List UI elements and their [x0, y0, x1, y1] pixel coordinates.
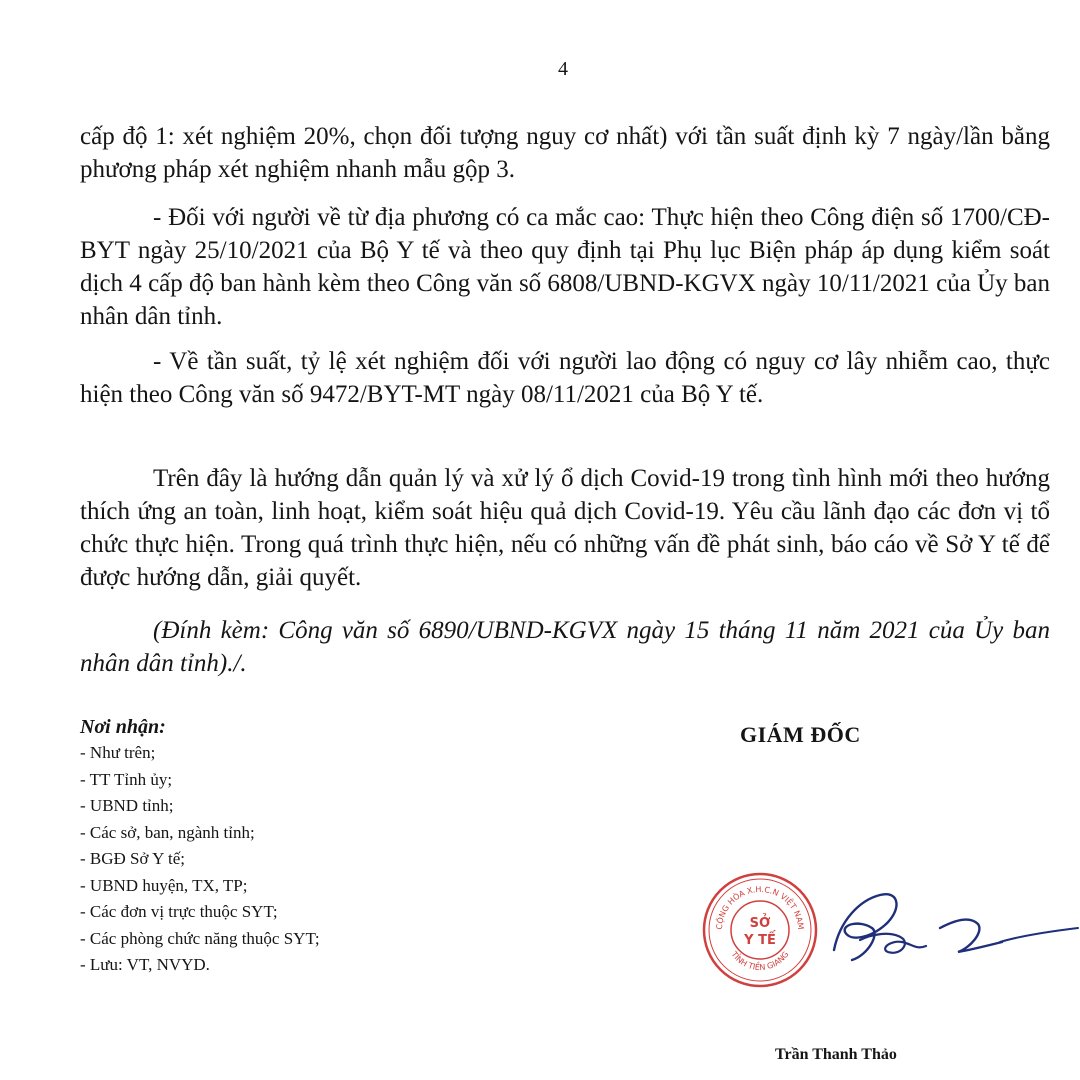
- paragraph-testing-frequency: [80, 120, 1050, 186]
- page-number: 4: [558, 58, 568, 80]
- recipient-item: - Các đơn vị trực thuộc SYT;: [80, 902, 278, 921]
- paragraph-text: (Đính kèm: Công văn số 6890/UBND-KGVX ngày 15 tháng 11 năm 2021 của Ủy ban nhân dân tỉnh)./.: [80, 617, 1050, 677]
- official-seal: [700, 870, 820, 990]
- recipient-item: - UBND huyện, TX, TP;: [80, 875, 248, 895]
- signature-stroke: [1000, 928, 1078, 942]
- recipient-item: - Các sở, ban, ngành tỉnh;: [80, 822, 255, 842]
- paragraph-text: - Đối với người về từ địa phương có ca mắc cao: Thực hiện theo Công điện số 1700/CĐ-BYT ngày 25/10/2021 của Bộ Y tế và theo quy định tại Phụ lục Biện pháp áp dụng kiểm soát dịch 4 cấp độ ban hành kèm theo Công văn số 6808/UBND-KGVX ngày 10/11/2021 của Ủy ban nhân dân tỉnh.: [80, 204, 1050, 330]
- seal-ring-bottom-text: TỈNH TIỀN GIANG: [729, 949, 791, 973]
- seal-center-line1: SỞ: [749, 916, 771, 931]
- recipients-list: [80, 740, 320, 979]
- paragraph-closing: [80, 462, 1050, 594]
- recipient-item: - BGĐ Sở Y tế;: [80, 849, 186, 868]
- seal-ring-top-text: CỘNG HÒA X.H.C.N VIỆT NAM: [714, 884, 806, 930]
- paragraph-text: - Về tần suất, tỷ lệ xét nghiệm đối với người lao động có nguy cơ lây nhiễm cao, thực hiện theo Công văn số 9472/BYT-MT ngày 08/11/2021 của Bộ Y tế.: [80, 348, 1050, 408]
- paragraph-workers-testing: [80, 345, 1050, 411]
- recipient-item: - UBND tỉnh;: [80, 796, 174, 815]
- handwritten-signature: [830, 880, 1080, 990]
- paragraph-high-case-areas: [80, 201, 1050, 333]
- recipients-heading: Nơi nhận:: [80, 716, 166, 738]
- recipient-item: - Các phòng chức năng thuộc SYT;: [80, 928, 320, 948]
- seal-center-line2: Y TẾ: [744, 933, 776, 948]
- signature-stroke: [860, 934, 926, 953]
- recipient-item: - Như trên;: [80, 743, 156, 762]
- signature-stroke: [940, 920, 1002, 952]
- recipients-block: [80, 714, 320, 979]
- recipient-item: - TT Tỉnh ủy;: [80, 769, 173, 789]
- seal-graphic: [700, 870, 820, 990]
- recipient-item: - Lưu: VT, NVYD.: [80, 955, 210, 974]
- signer-title: GIÁM ĐỐC: [740, 722, 861, 747]
- signature-graphic: [830, 880, 1080, 990]
- signature-stroke: [834, 894, 896, 960]
- paragraph-text: Trên đây là hướng dẫn quản lý và xử lý ổ dịch Covid-19 trong tình hình mới theo hướng thích ứng an toàn, linh hoạt, kiểm soát hiệu quả dịch Covid-19. Yêu cầu lãnh đạo các đơn vị tổ chức thực hiện. Trong quá trình thực hiện, nếu có những vấn đề phát sinh, báo cáo về Sở Y tế để được hướng dẫn, giải quyết.: [80, 465, 1050, 591]
- signer-name: Trần Thanh Thảo: [775, 1046, 897, 1063]
- paragraph-text: cấp độ 1: xét nghiệm 20%, chọn đối tượng nguy cơ nhất) với tần suất định kỳ 7 ngày/lần bằng phương pháp xét nghiệm nhanh mẫu gộp 3.: [80, 123, 1050, 183]
- paragraph-attachment-note: [80, 614, 1050, 680]
